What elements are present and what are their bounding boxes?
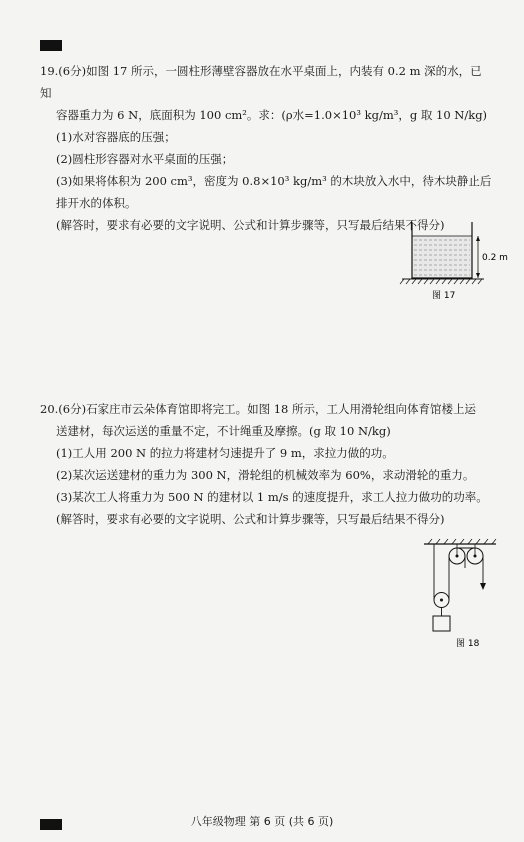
q20-note: (解答时，要求有必要的文字说明、公式和计算步骤等，只写最后结果不得分) [56, 512, 445, 526]
q20-sub2: (2)某次运送建材的重力为 300 N，滑轮组的机械效率为 60%，求动滑轮的重力。 [56, 468, 475, 482]
q19-stem-line2: 容器重力为 6 N，底面积为 100 cm²。求：(ρ水=1.0×10³ kg/m³，g 取 10 N/kg) [56, 108, 488, 122]
q19-note: (解答时，要求有必要的文字说明、公式和计算步骤等，只写最后结果不得分) [56, 218, 445, 232]
q20-stem-line1: 20.(6分)石家庄市云朵体育馆即将完工。如图 18 所示，工人用滑轮组向体育馆楼上运 [40, 402, 477, 416]
page-footer: 八年级物理 第 6 页 (共 6 页) [190, 815, 334, 828]
q19-stem-line1: 19.(6分)如图 17 所示，一圆柱形薄壁容器放在水平桌面上，内装有 0.2 m 深的水，已知 [40, 64, 482, 100]
q20-sub1: (1)工人用 200 N 的拉力将建材匀速提升了 9 m，求拉力做的功。 [56, 446, 394, 460]
q19-sub3-line2: 排开水的体积。 [56, 196, 137, 210]
q19-sub2: (2)圆柱形容器对水平桌面的压强； [56, 152, 234, 166]
figure-18-pulley-diagram [420, 538, 500, 653]
registration-mark-bottom [40, 819, 62, 830]
question-20 [40, 398, 492, 530]
fig17-depth-label: 0.2 m [482, 253, 508, 263]
q20-stem-line2: 送建材，每次运送的重量不定，不计绳重及摩擦。(g 取 10 N/kg) [56, 424, 391, 438]
q19-sub3-line1: (3)如果将体积为 200 cm³，密度为 0.8×10³ kg/m³ 的木块放入水中，待木块静止后 [56, 174, 492, 188]
registration-mark-top [40, 40, 62, 51]
fig18-caption: 图 18 [456, 639, 480, 649]
question-19 [40, 60, 492, 236]
q19-sub1: (1)水对容器底的压强； [56, 130, 176, 144]
fig17-caption: 图 17 [432, 291, 456, 301]
figure-17-container-diagram [398, 212, 508, 302]
q20-sub3: (3)某次工人将重力为 500 N 的建材以 1 m/s 的速度提升，求工人拉力做功的功率。 [56, 490, 488, 504]
